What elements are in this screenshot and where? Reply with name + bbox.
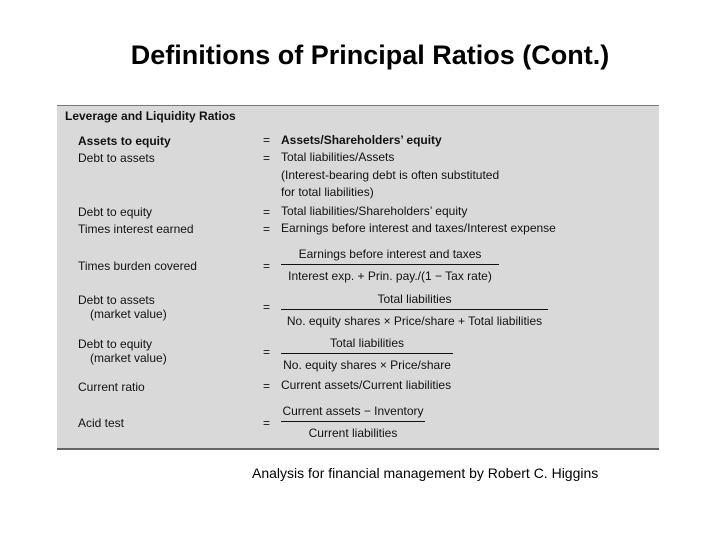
label-main: Debt to assets [78, 293, 155, 307]
fraction-denominator: No. equity shares × Price/share [283, 358, 451, 372]
fraction-debt-to-assets-market [281, 292, 548, 328]
fraction-debt-to-equity-market [281, 336, 453, 372]
ratio-definition-current-ratio: Current assets/Current liabilities [281, 378, 452, 392]
equals-sign: = [263, 133, 271, 147]
equals-sign: = [263, 205, 271, 219]
equals-sign: = [263, 151, 271, 165]
fraction-acid-test [281, 404, 425, 440]
equals-sign: = [263, 259, 271, 273]
ratio-label-acid-test: Acid test [78, 416, 125, 430]
equals-sign: = [263, 379, 271, 393]
fraction-bar [281, 264, 499, 265]
ratio-definition-assets-to-equity: Assets/Shareholders’ equity [281, 133, 442, 147]
label-sub: (market value) [90, 307, 167, 321]
ratio-definition-debt-to-equity: Total liabilities/Shareholders’ equity [281, 204, 468, 218]
ratio-label-debt-to-assets-market [78, 293, 167, 321]
equals-sign: = [263, 345, 271, 359]
ratio-label-debt-to-assets: Debt to assets [78, 151, 155, 165]
definition-line: Total liabilities/Assets [281, 150, 395, 164]
ratio-label-debt-to-equity-market [78, 337, 167, 365]
source-caption: Analysis for financial management by Robert C. Higgins [252, 465, 599, 481]
fraction-bar [281, 309, 548, 310]
ratio-definition-times-interest-earned: Earnings before interest and taxes/Interest expense [281, 221, 556, 235]
section-heading: Leverage and Liquidity Ratios [65, 109, 236, 123]
definition-line: (Interest-bearing debt is often substituted [281, 167, 500, 182]
definition-line: for total liabilities) [281, 185, 374, 199]
ratio-definition-debt-to-assets [281, 149, 499, 202]
label-sub: (market value) [90, 351, 167, 365]
equals-sign: = [263, 222, 271, 236]
equals-sign: = [263, 300, 271, 314]
fraction-numerator: Earnings before interest and taxes [298, 247, 482, 261]
ratio-label-debt-to-equity: Debt to equity [78, 205, 153, 219]
fraction-bar [281, 353, 453, 354]
fraction-denominator: No. equity shares × Price/share + Total liabilities [286, 314, 543, 328]
fraction-numerator: Total liabilities [377, 292, 452, 306]
label-main: Debt to equity [78, 337, 153, 351]
equals-sign: = [263, 416, 271, 430]
fraction-bar [281, 421, 425, 422]
ratio-label-assets-to-equity: Assets to equity [78, 134, 171, 148]
ratio-label-times-interest-earned: Times interest earned [78, 222, 194, 236]
slide-title: Definitions of Principal Ratios (Cont.) [130, 40, 610, 70]
ratio-label-times-burden-covered: Times burden covered [78, 259, 197, 273]
fraction-numerator: Total liabilities [329, 336, 405, 350]
ratio-definitions-table [57, 105, 659, 450]
ratio-label-current-ratio: Current ratio [78, 380, 145, 394]
fraction-times-burden-covered [281, 247, 499, 283]
fraction-denominator: Current liabilities [308, 426, 398, 440]
fraction-numerator: Current assets − Inventory [282, 404, 424, 418]
fraction-denominator: Interest exp. + Prin. pay./(1 − Tax rate) [288, 269, 492, 283]
